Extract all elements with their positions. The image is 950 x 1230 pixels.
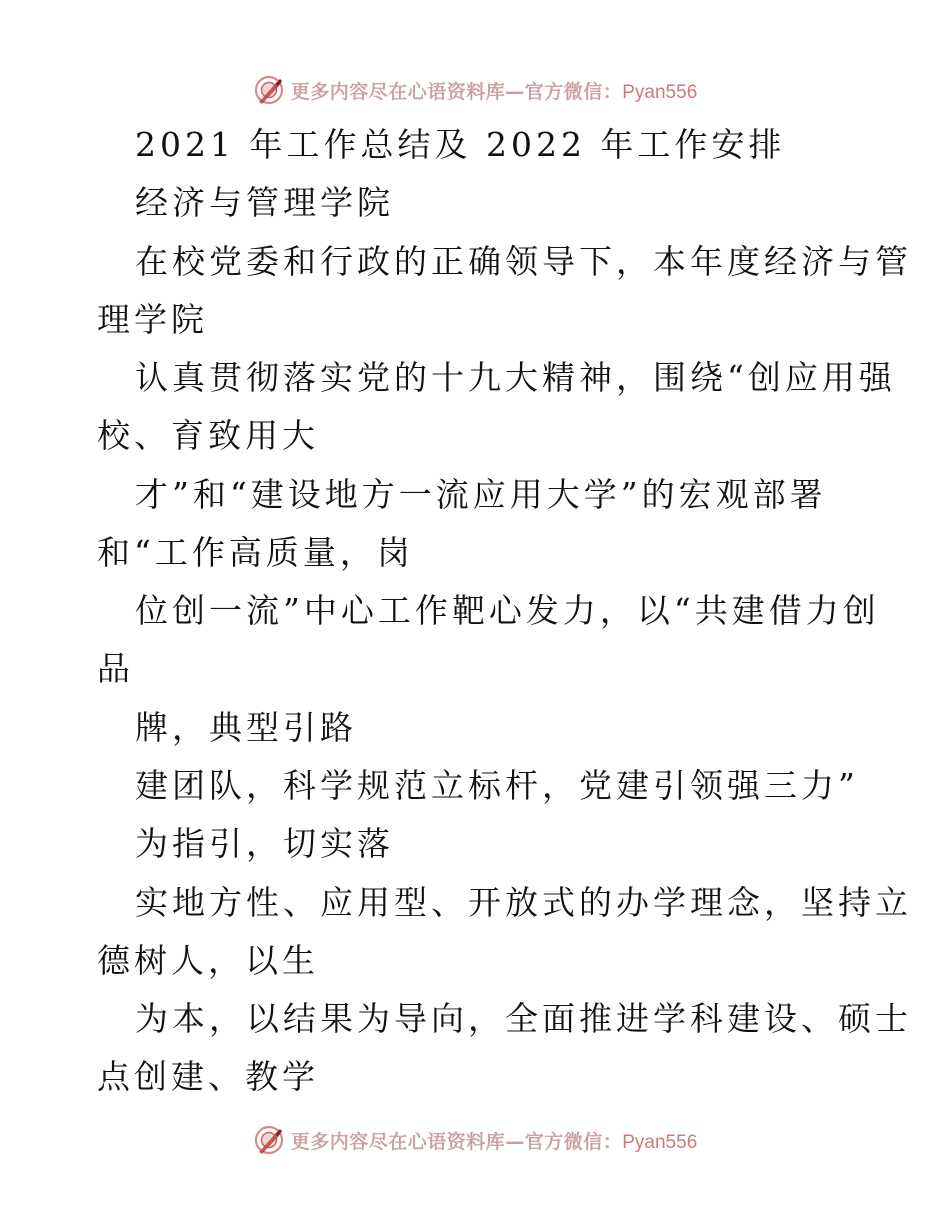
body-line: 和“工作高质量，岗	[97, 533, 414, 572]
body-line: 认真贯彻落实党的十九大精神，围绕“创应用强	[135, 358, 896, 397]
body-line: 校、育致用大	[97, 416, 319, 455]
document-title: 2021 年工作总结及 2022 年工作安排	[135, 125, 786, 164]
watermark-wechat-id: Pyan556	[622, 81, 698, 103]
body-line: 品	[97, 649, 134, 688]
pen-logo-icon	[253, 74, 285, 106]
body-line: 实地方性、应用型、开放式的办学理念，坚持立	[135, 883, 912, 922]
body-line: 建团队，科学规范立标杆，党建引领强三力”	[135, 766, 859, 805]
body-line: 位创一流”中心工作靶心发力，以“共建借力创	[135, 591, 880, 630]
department-name: 经济与管理学院	[135, 183, 394, 222]
body-line: 为指引，切实落	[135, 824, 394, 863]
body-line: 点创建、教学	[97, 1057, 319, 1096]
watermark-label: 更多内容尽在心语资料库—官方微信：	[290, 80, 623, 103]
body-line: 理学院	[97, 300, 208, 339]
footer-watermark	[0, 1120, 950, 1160]
watermark-text	[291, 77, 698, 104]
watermark-text	[291, 1127, 698, 1154]
header-watermark	[0, 70, 950, 110]
watermark-label: 更多内容尽在心语资料库—官方微信：	[290, 1130, 623, 1153]
body-line: 德树人，以生	[97, 941, 319, 980]
pen-logo-icon	[253, 1124, 285, 1156]
watermark-wechat-id: Pyan556	[622, 1131, 698, 1153]
body-line: 牌，典型引路	[135, 708, 357, 747]
body-line: 才”和“建设地方一流应用大学”的宏观部署	[135, 475, 827, 514]
body-line: 为本，以结果为导向，全面推进学科建设、硕士	[135, 999, 912, 1038]
body-line: 在校党委和行政的正确领导下，本年度经济与管	[135, 242, 912, 281]
